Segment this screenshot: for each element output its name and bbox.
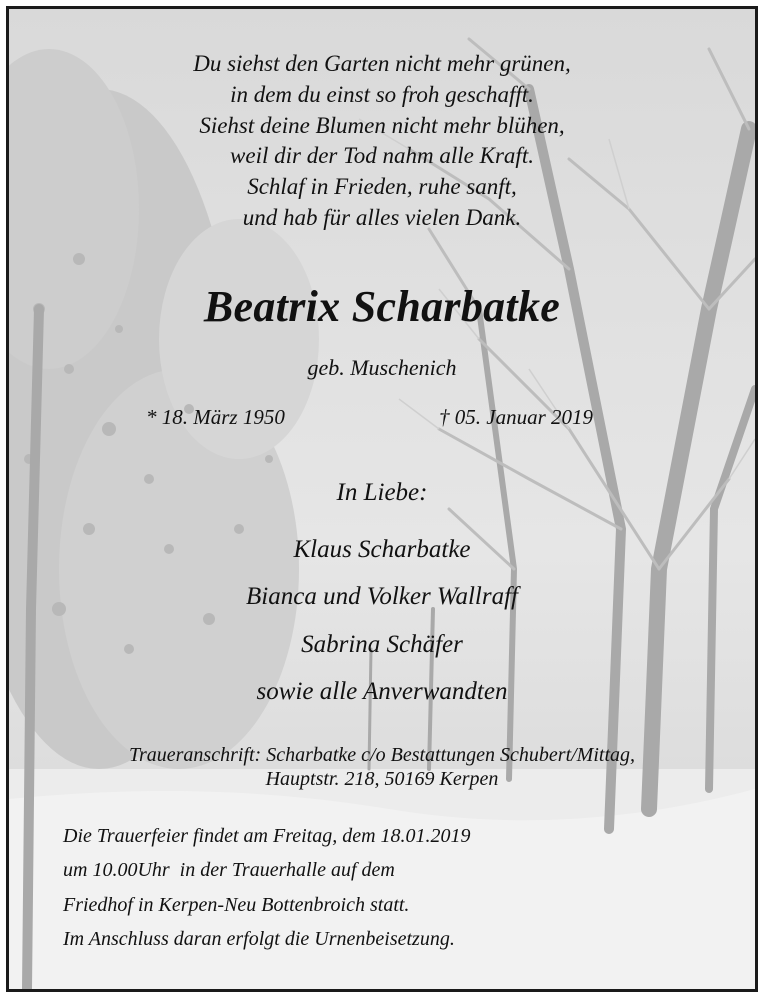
service-line: Friedhof in Kerpen-Neu Bottenbroich statt.	[63, 893, 410, 916]
in-love-heading: In Liebe:	[336, 479, 428, 506]
memorial-poem	[9, 49, 755, 234]
deceased-name: Beatrix Scharbatke	[203, 282, 561, 331]
poem-line: weil dir der Tod nahm alle Kraft.	[230, 143, 534, 169]
funeral-service-info	[63, 825, 471, 963]
poem-line: in dem du einst so froh geschafft.	[230, 81, 534, 107]
mourning-address	[9, 743, 755, 791]
mourner-name: Bianca und Volker Wallraff	[246, 583, 518, 611]
mourners-list	[9, 536, 755, 725]
address-line: Hauptstr. 218, 50169 Kerpen	[265, 768, 499, 790]
service-line: Im Anschluss daran erfolgt die Urnenbeisetzung.	[63, 928, 455, 951]
maiden-name: geb. Muschenich	[307, 355, 457, 380]
poem-line: Du siehst den Garten nicht mehr grünen,	[193, 51, 571, 76]
mourner-name: Sabrina Schäfer	[301, 630, 463, 658]
service-line: um 10.00Uhr in der Trauerhalle auf dem	[63, 859, 395, 882]
mourner-name: sowie alle Anverwandten	[256, 677, 508, 705]
death-date: † 05. Januar 2019	[439, 405, 593, 429]
birth-date: * 18. März 1950	[146, 405, 285, 429]
service-line: Die Trauerfeier findet am Freitag, dem 18.01.2019	[63, 825, 471, 847]
obituary-frame	[6, 6, 758, 992]
mourner-name: Klaus Scharbatke	[293, 536, 471, 563]
poem-line: Siehst deine Blumen nicht mehr blühen,	[199, 112, 565, 138]
address-line: Traueranschrift: Scharbatke c/o Bestattungen Schubert/Mittag,	[128, 744, 636, 766]
poem-line: Schlaf in Frieden, ruhe sanft,	[247, 174, 517, 200]
poem-line: und hab für alles vielen Dank.	[242, 204, 522, 230]
